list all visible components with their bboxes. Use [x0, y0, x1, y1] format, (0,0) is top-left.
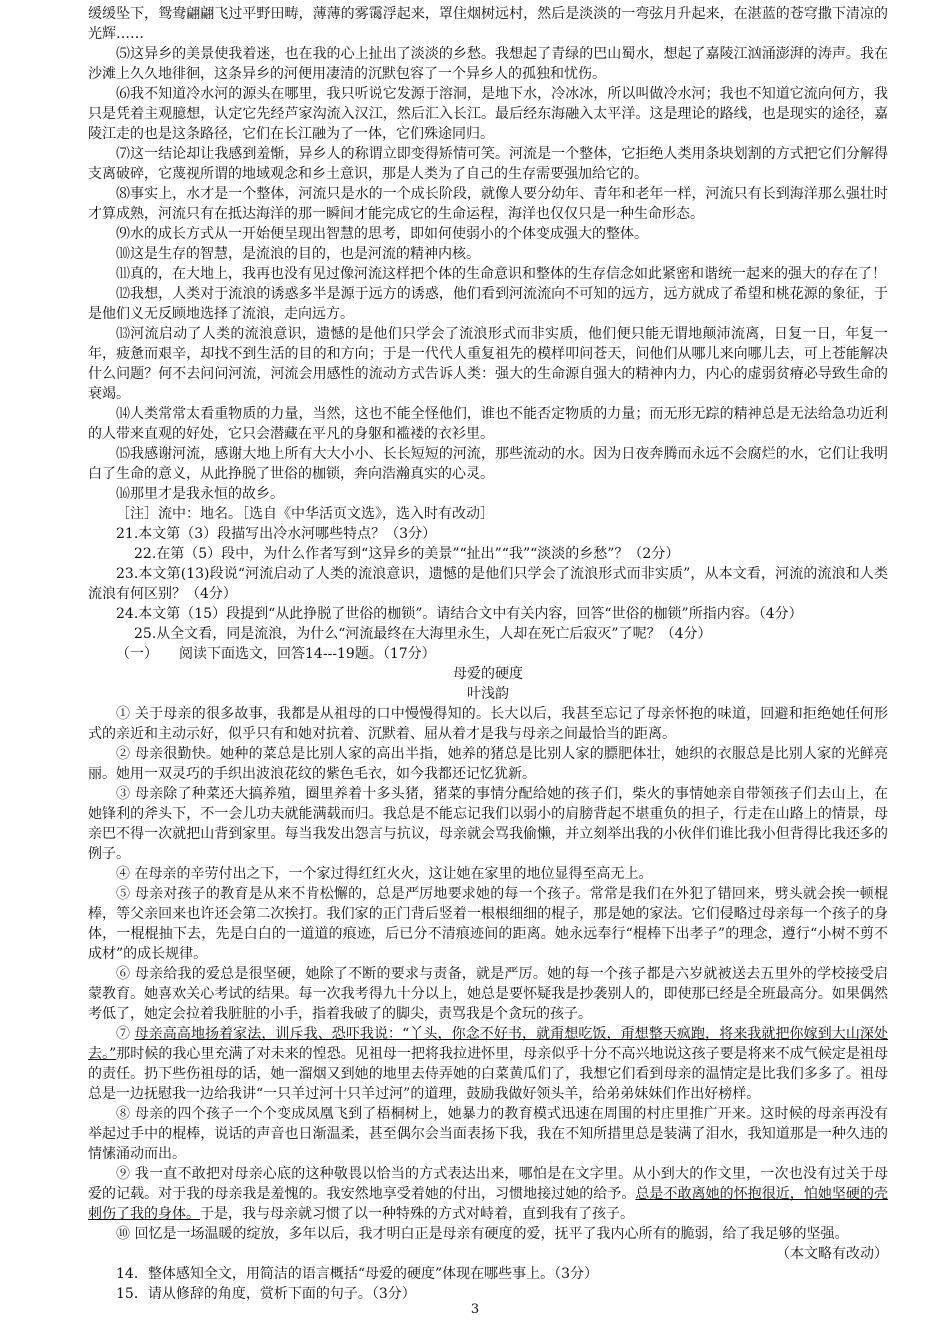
passage2-paragraph-8: ⑧ 母亲的四个孩子一个个变成凤凰飞到了梧桐树上，她暴力的教育模式迅速在周围的村庄里推广开来。这时候的母亲再没有举起过手中的棍棒，说话的声音也日渐温柔，甚至偶尔会当面表扬下我，我在不知所措里总是装满了泪水，我知道那是一种久违的情愫涌动而出。 — [88, 1106, 888, 1162]
question-21: 21.本文第（3）段描写出冷水河哪些特点？（3分） — [116, 526, 437, 542]
passage1-paragraph-8: ⑻事实上，水才是一个整体，河流只是水的一个成长阶段，就像人要分幼年、青年和老年一样，河流只有长到海洋那么强壮时才算成熟，河流只有在抵达海洋的那一瞬间才能完成它的生命运程，海洋也仅仅只是一种生命形态。 — [88, 186, 888, 222]
passage1-paragraph-9: ⑼水的成长方式从一开始便呈现出智慧的思考，即如何使弱小的个体变成强大的整体。 — [116, 226, 648, 242]
question-25: 25.从全文看，同是流浪，为什么“河流最终在大海里永生，人却在死亡后寂灭”了呢？（4分） — [134, 626, 712, 642]
passage2-paragraph-1: ① 关于母亲的很多故事，我都是从祖母的口中慢慢得知的。长大以后，我甚至忘记了母亲怀抱的味道，回避和拒绝她任何形式的亲近和主动示好，似乎只有和她对抗着、沉默着、屈从着才是我与母亲之间最恰当的距离。 — [88, 706, 888, 742]
passage1-note: ［注］流中：地名。［选自《中华活页文选》，选入时有改动］ — [116, 506, 494, 522]
passage1-paragraph-5: ⑸这异乡的美景使我着迷，也在我的心上扯出了淡淡的乡愁。我想起了青绿的巴山蜀水，想起了嘉陵江汹涌澎湃的涛声。我在沙滩上久久地徘徊，这条异乡的河便用凄清的沉默包容了一个异乡人的孤独和忧伤。 — [88, 46, 888, 82]
passage1-paragraph-6: ⑹我不知道冷水河的源头在哪里，我只听说它发源于溶洞，是地下水，冷冰冰，所以叫做冷水河；我也不知道它流向何方，我只是凭着主观臆想，认定它先经芦家沟流入汉江，然后汇入长江。最后经东海融入太平洋。这是理论的路线，也是现实的途径，嘉陵江走的也是这条路径，它们在长江融为了一体，它们殊途同归。 — [88, 86, 888, 142]
article-note: （本文略有改动） — [776, 1246, 888, 1262]
question-14: 14．整体感知全文，用简洁的语言概括“母爱的硬度”体现在哪些事上。（3分） — [116, 1266, 599, 1282]
paragraph-7-rest: 那时候的我心里充满了对未来的惶恐。见祖母一把将我拉进怀里，母亲似乎十分不高兴地说这孩子要是将来不成气候定是祖母的责任。扔下些伤祖母的话，她一溜烟又到她的地里去侍弄她的白菜黄瓜们了，我想它们看到母亲的温情定是比我们多多了。祖母总是一边抚慰我一边给我讲“一只羊过河十只羊过河”的道理，鼓励我做好领头羊，给弟弟妹妹们作出好榜样。 — [88, 1046, 888, 1102]
passage2-paragraph-4: ④ 在母亲的辛劳付出之下，一个家过得红红火火，这让她在家里的地位显得至高无上。 — [116, 866, 653, 882]
passage1-paragraph-12: ⑿我想，人类对于流浪的诱惑多半是源于远方的诱惑，他们看到河流流向不可知的远方，远方就成了希望和桃花源的象征，于是他们义无反顾地选择了流浪，走向远方。 — [88, 286, 888, 322]
underlined-sentence-9: 总是不敢离她的怀抱很近，怕她坚硬的壳刺伤了我的身体。 — [88, 1186, 888, 1222]
question-24: 24.本文第（15）段提到“从此挣脱了世俗的枷锁”。请结合文中有关内容，回答“世俗的枷锁”所指内容。（4分） — [116, 606, 803, 622]
page-content — [88, 4, 888, 1304]
passage1-paragraph-15: ⒂我感谢河流，感谢大地上所有大大小小、长长短短的河流，那些流动的水。因为日夜奔腾而永远不会腐烂的水，它们让我明白了生命的意义，从此挣脱了世俗的枷锁，奔向浩瀚真实的心灵。 — [88, 446, 888, 482]
section-heading: （一） 阅读下面选文，回答14---19题。（17分） — [116, 646, 436, 662]
paragraph-9-part-b: 于是，我与母亲就习惯了以一种特殊的方式对峙着，直到我有了孩子。 — [200, 1206, 634, 1222]
passage1-paragraph-13: ⒀河流启动了人类的流浪意识，遗憾的是他们只学会了流浪形式而非实质，他们便只能无谓地颠沛流离，日复一日，年复一年，疲惫而艰辛，却找不到生活的目的和方向；于是一代代人重复祖先的模样叩问苍天，问他们从哪儿来向哪儿去，可上苍能解决什么问题？何不去问问河流，河流会用感性的流动方式告诉人类：强大的生命源自强大的精神内力，内心的虚弱贫瘠必导致生命的衰竭。 — [88, 326, 888, 402]
passage1-paragraph-11: ⑾真的，在大地上，我再也没有见过像河流这样把个体的生命意识和整体的生存信念如此紧密和谐统一起来的强大的存在了！ — [116, 266, 886, 282]
passage2-paragraph-3: ③ 母亲除了种菜还大搞养殖，圈里养着十多头猪，猪菜的事情分配给她的孩子们，柴火的事情她亲自带领孩子们去山上，在她锋利的斧头下，不一会儿功夫就能满载而归。我总是不能忘记我们以弱小的肩膀背起不堪重负的担子，行走在山路上的情景，母亲巴不得一次就把山背到家里。每当我发出怨言与抗议，母亲就会骂我偷懒，并立刻举出我的小伙伴们谁比我小但背得比我还多的例子。 — [88, 786, 888, 862]
passage1-paragraph-14: ⒁人类常常太看重物质的力量，当然，这也不能全怪他们，谁也不能否定物质的力量；而无形无踪的精神总是无法给急功近利的人带来直观的好处，它只会潜藏在平凡的身躯和褴褛的衣衫里。 — [88, 406, 888, 442]
question-23: 23.本文第(13)段说“河流启动了人类的流浪意识，遗憾的是他们只学会了流浪形式而非实质”，从本文看，河流的流浪和人类流浪有何区别？（4分） — [88, 566, 888, 602]
passage2-paragraph-2: ② 母亲很勤快。她种的菜总是比别人家的高出半指，她养的猪总是比别人家的膘肥体壮，她织的衣服总是比别人家的光鲜亮丽。她用一双灵巧的手织出波浪花纹的紫色毛衣，如今我都还记忆犹新。 — [88, 746, 888, 782]
passage2-paragraph-7 — [88, 1024, 888, 1104]
passage1-paragraph-7: ⑺这一结论却让我感到羞惭，异乡人的称谓立即变得矫情可笑。河流是一个整体，它拒绝人类用条块划割的方式把它们分解得支离破碎，它蔑视所谓的地域观念和乡土意识，那是人类为了自己的生存需要强加给它的。 — [88, 146, 888, 182]
article-author: 叶浅韵 — [467, 686, 509, 702]
page-number: 3 — [470, 1302, 480, 1317]
passage1-intro-paragraph: 缓缓坠下，鸳鸯翩翩飞过平野田畴，薄薄的雾霭浮起来，罩住烟树远村，然后是淡淡的一弯弦月升起来，在湛蓝的苍穹撒下清凉的光辉…… — [88, 6, 888, 42]
passage2-paragraph-6: ⑥ 母亲给我的爱总是很坚硬，她除了不断的要求与责备，就是严厉。她的每一个孩子都是六岁就被送去五里外的学校接受启蒙教育。她喜欢关心考试的结果。每一次我考得九十分以上，她总是要怀疑我是抄袭别人的，即使那已经是全班最高分。如果偶然考低了，她定会拉着我脏脏的小手，指着我破了的脚尖，责骂我是个贪玩的孩子。 — [88, 966, 888, 1022]
passage2-paragraph-9 — [88, 1164, 888, 1224]
paragraph-9-part-a: ⑨ 我一直不敢把对母亲心底的这种敬畏以恰当的方式表达出来，哪怕是在文字里。从小到大的作文里，一次也没有过关于母爱的记载。对于我的母亲我是羞愧的。我安然地享受着她的付出，习惯地接过她的给予。 — [88, 1166, 888, 1202]
passage1-paragraph-10: ⑽这是生存的智慧，是流浪的目的，也是河流的精神内核。 — [116, 246, 480, 262]
passage2-paragraph-5: ⑤ 母亲对孩子的教育是从来不肯松懈的，总是严厉地要求她的每一个孩子。常常是我们在外犯了错回来，劈头就会挨一顿棍棒，等父亲回来也许还会第二次挨打。我们家的正门背后竖着一根根细细的棍子，那是她的家法。它们侵略过母亲每一个孩子的身体，一棍棍抽下去，先是白白的一道道的痕迹，后已分不清痕迹间的距离。她永远奉行“棍棒下出孝子”的理念，遵行“小树不剪不成材”的成长规律。 — [88, 886, 888, 962]
question-22: 22.在第（5）段中，为什么作者写到“这异乡的美景”“扯出”“我”“淡淡的乡愁”？（2分） — [134, 546, 680, 562]
article-title: 母爱的硬度 — [453, 666, 523, 682]
passage2-paragraph-10: ⑩ 回忆是一场温暖的绽放，多年以后，我才明白正是母亲有硬度的爱，抚平了我内心所有的脆弱，给了我足够的坚强。 — [116, 1226, 849, 1242]
paragraph-7-number: ⑦ — [116, 1026, 135, 1042]
underlined-sentence-7: 母亲高高地扬着家法，训斥我、恐吓我说：“丫头，你念不好书，就甭想吃饭，甭想整天疯跑，将来我就把你嫁到大山深处去。” — [88, 1026, 889, 1062]
passage1-paragraph-16: ⒃那里才是我永恒的故乡。 — [116, 486, 284, 502]
question-15: 15．请从修辞的角度，赏析下面的句子。（3分） — [116, 1286, 416, 1302]
